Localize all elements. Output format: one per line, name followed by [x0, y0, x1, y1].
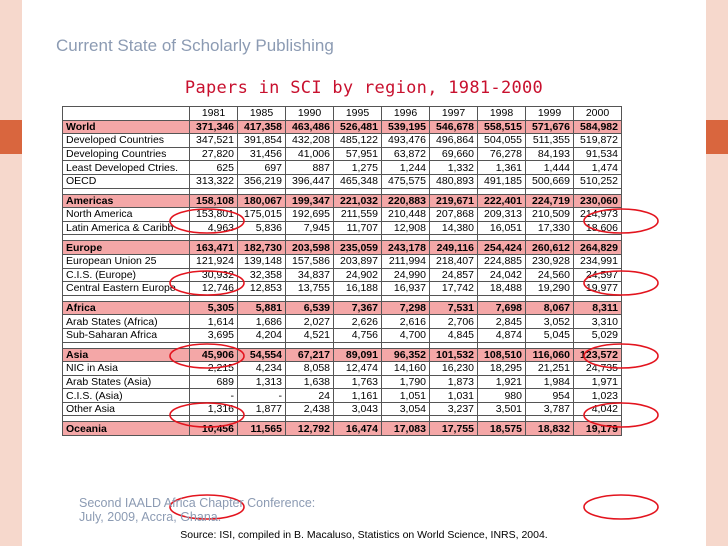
- year-header: 2000: [574, 107, 622, 121]
- value-cell: 396,447: [286, 174, 334, 188]
- value-cell: 17,083: [382, 422, 430, 436]
- value-cell: 180,067: [238, 194, 286, 208]
- region-row: [63, 241, 622, 255]
- value-cell: 3,787: [526, 402, 574, 416]
- value-cell: 491,185: [478, 174, 526, 188]
- value-cell: 504,055: [478, 134, 526, 148]
- row-label: Arab States (Africa): [63, 315, 190, 329]
- value-cell: 1,161: [334, 389, 382, 403]
- value-cell: 1,877: [238, 402, 286, 416]
- value-cell: 16,474: [334, 422, 382, 436]
- year-header: 1990: [286, 107, 334, 121]
- value-cell: 123,572: [574, 348, 622, 362]
- table-header-row: [63, 107, 622, 121]
- value-cell: 16,230: [430, 362, 478, 376]
- value-cell: 27,820: [190, 147, 238, 161]
- value-cell: 67,217: [286, 348, 334, 362]
- value-cell: 54,554: [238, 348, 286, 362]
- row-label: Oceania: [63, 422, 190, 436]
- table-row: [63, 315, 622, 329]
- value-cell: 214,973: [574, 208, 622, 222]
- table-row: [63, 134, 622, 148]
- value-cell: 485,122: [334, 134, 382, 148]
- value-cell: 230,060: [574, 194, 622, 208]
- value-cell: 24,560: [526, 268, 574, 282]
- value-cell: 24,990: [382, 268, 430, 282]
- value-cell: 19,290: [526, 282, 574, 296]
- value-cell: 207,868: [430, 208, 478, 222]
- value-cell: 5,029: [574, 328, 622, 342]
- row-label: Latin America & Caribb.: [63, 221, 190, 235]
- value-cell: -: [190, 389, 238, 403]
- value-cell: 192,695: [286, 208, 334, 222]
- value-cell: 5,836: [238, 221, 286, 235]
- value-cell: 18,606: [574, 221, 622, 235]
- value-cell: 6,539: [286, 301, 334, 315]
- value-cell: 511,355: [526, 134, 574, 148]
- value-cell: 175,015: [238, 208, 286, 222]
- value-cell: 7,531: [430, 301, 478, 315]
- year-header: 1996: [382, 107, 430, 121]
- value-cell: 2,027: [286, 315, 334, 329]
- value-cell: 57,951: [334, 147, 382, 161]
- row-label: C.I.S. (Europe): [63, 268, 190, 282]
- table-row: [63, 268, 622, 282]
- value-cell: 260,612: [526, 241, 574, 255]
- row-label: Asia: [63, 348, 190, 362]
- value-cell: 218,407: [430, 254, 478, 268]
- value-cell: 63,872: [382, 147, 430, 161]
- value-cell: 101,532: [430, 348, 478, 362]
- row-label: Sub-Saharan Africa: [63, 328, 190, 342]
- value-cell: 199,347: [286, 194, 334, 208]
- value-cell: 1,984: [526, 375, 574, 389]
- row-label: World: [63, 120, 190, 134]
- row-label: Least Developed Ctries.: [63, 161, 190, 175]
- value-cell: 203,897: [334, 254, 382, 268]
- value-cell: 209,313: [478, 208, 526, 222]
- value-cell: -: [238, 389, 286, 403]
- row-label: Developing Countries: [63, 147, 190, 161]
- value-cell: 4,042: [574, 402, 622, 416]
- value-cell: 3,237: [430, 402, 478, 416]
- value-cell: 1,474: [574, 161, 622, 175]
- value-cell: 500,669: [526, 174, 574, 188]
- value-cell: 1,921: [478, 375, 526, 389]
- value-cell: 211,559: [334, 208, 382, 222]
- value-cell: 30,932: [190, 268, 238, 282]
- value-cell: 18,832: [526, 422, 574, 436]
- value-cell: 510,252: [574, 174, 622, 188]
- value-cell: 45,906: [190, 348, 238, 362]
- table-row: [63, 208, 622, 222]
- row-label: Africa: [63, 301, 190, 315]
- value-cell: 8,058: [286, 362, 334, 376]
- value-cell: 89,091: [334, 348, 382, 362]
- value-cell: 3,310: [574, 315, 622, 329]
- value-cell: 8,067: [526, 301, 574, 315]
- value-cell: 16,051: [478, 221, 526, 235]
- value-cell: 12,908: [382, 221, 430, 235]
- header-corner: [63, 107, 190, 121]
- value-cell: 1,244: [382, 161, 430, 175]
- value-cell: 211,994: [382, 254, 430, 268]
- value-cell: 697: [238, 161, 286, 175]
- value-cell: 17,755: [430, 422, 478, 436]
- table-row: [63, 389, 622, 403]
- value-cell: 493,476: [382, 134, 430, 148]
- value-cell: 625: [190, 161, 238, 175]
- value-cell: 432,208: [286, 134, 334, 148]
- table-row: [63, 221, 622, 235]
- row-label: Arab States (Asia): [63, 375, 190, 389]
- value-cell: 24: [286, 389, 334, 403]
- value-cell: 19,179: [574, 422, 622, 436]
- value-cell: 347,521: [190, 134, 238, 148]
- value-cell: 7,367: [334, 301, 382, 315]
- value-cell: 24,597: [574, 268, 622, 282]
- value-cell: 1,873: [430, 375, 478, 389]
- value-cell: 108,510: [478, 348, 526, 362]
- value-cell: 356,219: [238, 174, 286, 188]
- value-cell: 2,215: [190, 362, 238, 376]
- value-cell: 264,829: [574, 241, 622, 255]
- value-cell: 558,515: [478, 120, 526, 134]
- table-row: [63, 174, 622, 188]
- value-cell: 980: [478, 389, 526, 403]
- row-label: Americas: [63, 194, 190, 208]
- slide-title: Current State of Scholarly Publishing: [56, 36, 334, 55]
- value-cell: 157,586: [286, 254, 334, 268]
- region-row: [63, 348, 622, 362]
- value-cell: 139,148: [238, 254, 286, 268]
- value-cell: 4,874: [478, 328, 526, 342]
- value-cell: 221,032: [334, 194, 382, 208]
- value-cell: 4,756: [334, 328, 382, 342]
- value-cell: 12,474: [334, 362, 382, 376]
- value-cell: 496,864: [430, 134, 478, 148]
- value-cell: 11,565: [238, 422, 286, 436]
- value-cell: 17,742: [430, 282, 478, 296]
- value-cell: 24,042: [478, 268, 526, 282]
- year-header: 1995: [334, 107, 382, 121]
- value-cell: 96,352: [382, 348, 430, 362]
- value-cell: 2,706: [430, 315, 478, 329]
- footer-line-1: Second IAALD Africa Chapter Conference:: [79, 496, 316, 510]
- value-cell: 5,045: [526, 328, 574, 342]
- value-cell: 5,305: [190, 301, 238, 315]
- value-cell: 1,686: [238, 315, 286, 329]
- value-cell: 16,937: [382, 282, 430, 296]
- row-label: Europe: [63, 241, 190, 255]
- oval-oceania-2000: [584, 495, 658, 519]
- value-cell: 203,598: [286, 241, 334, 255]
- value-cell: 254,424: [478, 241, 526, 255]
- region-row: [63, 422, 622, 436]
- value-cell: 230,928: [526, 254, 574, 268]
- value-cell: 69,660: [430, 147, 478, 161]
- value-cell: 4,963: [190, 221, 238, 235]
- value-cell: 1,031: [430, 389, 478, 403]
- region-row: [63, 301, 622, 315]
- value-cell: 224,719: [526, 194, 574, 208]
- value-cell: 480,893: [430, 174, 478, 188]
- region-row: [63, 194, 622, 208]
- row-label: NIC in Asia: [63, 362, 190, 376]
- value-cell: 7,945: [286, 221, 334, 235]
- value-cell: 571,676: [526, 120, 574, 134]
- value-cell: 234,991: [574, 254, 622, 268]
- value-cell: 1,332: [430, 161, 478, 175]
- row-label: Developed Countries: [63, 134, 190, 148]
- footer-line-2: July, 2009, Accra, Ghana.: [79, 510, 222, 524]
- value-cell: 41,006: [286, 147, 334, 161]
- row-label: Other Asia: [63, 402, 190, 416]
- value-cell: 34,837: [286, 268, 334, 282]
- value-cell: 1,023: [574, 389, 622, 403]
- value-cell: 475,575: [382, 174, 430, 188]
- value-cell: 584,982: [574, 120, 622, 134]
- table-row: [63, 375, 622, 389]
- row-label: OECD: [63, 174, 190, 188]
- row-label: European Union 25: [63, 254, 190, 268]
- table-row: [63, 402, 622, 416]
- value-cell: 24,735: [574, 362, 622, 376]
- year-header: 1999: [526, 107, 574, 121]
- value-cell: 32,358: [238, 268, 286, 282]
- value-cell: 18,575: [478, 422, 526, 436]
- value-cell: 76,278: [478, 147, 526, 161]
- value-cell: 16,188: [334, 282, 382, 296]
- value-cell: 519,872: [574, 134, 622, 148]
- value-cell: 13,755: [286, 282, 334, 296]
- value-cell: 465,348: [334, 174, 382, 188]
- value-cell: 210,509: [526, 208, 574, 222]
- value-cell: 31,456: [238, 147, 286, 161]
- source-note: Source: ISI, compiled in B. Macaluso, Statistics on World Science, INRS, 2004.: [180, 529, 548, 541]
- value-cell: 539,195: [382, 120, 430, 134]
- table-row: [63, 282, 622, 296]
- value-cell: 2,845: [478, 315, 526, 329]
- value-cell: 12,746: [190, 282, 238, 296]
- value-cell: 7,298: [382, 301, 430, 315]
- value-cell: 21,251: [526, 362, 574, 376]
- value-cell: 3,695: [190, 328, 238, 342]
- table-row: [63, 328, 622, 342]
- value-cell: 121,924: [190, 254, 238, 268]
- row-label: Central Eastern Europe: [63, 282, 190, 296]
- value-cell: 8,311: [574, 301, 622, 315]
- value-cell: 1,275: [334, 161, 382, 175]
- value-cell: 219,671: [430, 194, 478, 208]
- value-cell: 18,488: [478, 282, 526, 296]
- value-cell: 4,521: [286, 328, 334, 342]
- year-header: 1997: [430, 107, 478, 121]
- value-cell: 4,700: [382, 328, 430, 342]
- value-cell: 1,763: [334, 375, 382, 389]
- value-cell: 1,313: [238, 375, 286, 389]
- value-cell: 1,444: [526, 161, 574, 175]
- value-cell: 3,501: [478, 402, 526, 416]
- value-cell: 11,707: [334, 221, 382, 235]
- value-cell: 210,448: [382, 208, 430, 222]
- value-cell: 1,316: [190, 402, 238, 416]
- value-cell: 4,204: [238, 328, 286, 342]
- papers-table: [62, 106, 622, 436]
- value-cell: 2,616: [382, 315, 430, 329]
- value-cell: 2,438: [286, 402, 334, 416]
- value-cell: 3,052: [526, 315, 574, 329]
- value-cell: 4,845: [430, 328, 478, 342]
- year-header: 1985: [238, 107, 286, 121]
- value-cell: 14,380: [430, 221, 478, 235]
- value-cell: 12,853: [238, 282, 286, 296]
- row-label: C.I.S. (Asia): [63, 389, 190, 403]
- value-cell: 84,193: [526, 147, 574, 161]
- value-cell: 1,971: [574, 375, 622, 389]
- value-cell: 371,346: [190, 120, 238, 134]
- value-cell: 19,977: [574, 282, 622, 296]
- value-cell: 243,178: [382, 241, 430, 255]
- value-cell: 249,116: [430, 241, 478, 255]
- table-row: [63, 147, 622, 161]
- value-cell: 14,160: [382, 362, 430, 376]
- value-cell: 24,857: [430, 268, 478, 282]
- value-cell: 2,626: [334, 315, 382, 329]
- table-row: [63, 254, 622, 268]
- value-cell: 1,051: [382, 389, 430, 403]
- value-cell: 887: [286, 161, 334, 175]
- value-cell: 526,481: [334, 120, 382, 134]
- value-cell: 1,614: [190, 315, 238, 329]
- value-cell: 10,456: [190, 422, 238, 436]
- value-cell: 17,330: [526, 221, 574, 235]
- value-cell: 417,358: [238, 120, 286, 134]
- value-cell: 24,902: [334, 268, 382, 282]
- value-cell: 313,322: [190, 174, 238, 188]
- value-cell: 116,060: [526, 348, 574, 362]
- value-cell: 153,801: [190, 208, 238, 222]
- table-title: Papers in SCI by region, 1981-2000: [184, 78, 544, 98]
- value-cell: 3,043: [334, 402, 382, 416]
- value-cell: 182,730: [238, 241, 286, 255]
- table-row: [63, 362, 622, 376]
- value-cell: 954: [526, 389, 574, 403]
- value-cell: 1,361: [478, 161, 526, 175]
- value-cell: 7,698: [478, 301, 526, 315]
- value-cell: 224,885: [478, 254, 526, 268]
- value-cell: 1,638: [286, 375, 334, 389]
- value-cell: 689: [190, 375, 238, 389]
- value-cell: 546,678: [430, 120, 478, 134]
- value-cell: 235,059: [334, 241, 382, 255]
- row-label: North America: [63, 208, 190, 222]
- conference-footer: [79, 496, 315, 524]
- value-cell: 12,792: [286, 422, 334, 436]
- value-cell: 1,790: [382, 375, 430, 389]
- value-cell: 18,295: [478, 362, 526, 376]
- year-header: 1998: [478, 107, 526, 121]
- world-row: [63, 120, 622, 134]
- year-header: 1981: [190, 107, 238, 121]
- value-cell: 158,108: [190, 194, 238, 208]
- value-cell: 163,471: [190, 241, 238, 255]
- value-cell: 3,054: [382, 402, 430, 416]
- value-cell: 222,401: [478, 194, 526, 208]
- value-cell: 463,486: [286, 120, 334, 134]
- value-cell: 91,534: [574, 147, 622, 161]
- value-cell: 220,883: [382, 194, 430, 208]
- value-cell: 391,854: [238, 134, 286, 148]
- value-cell: 5,881: [238, 301, 286, 315]
- table-row: [63, 161, 622, 175]
- value-cell: 4,234: [238, 362, 286, 376]
